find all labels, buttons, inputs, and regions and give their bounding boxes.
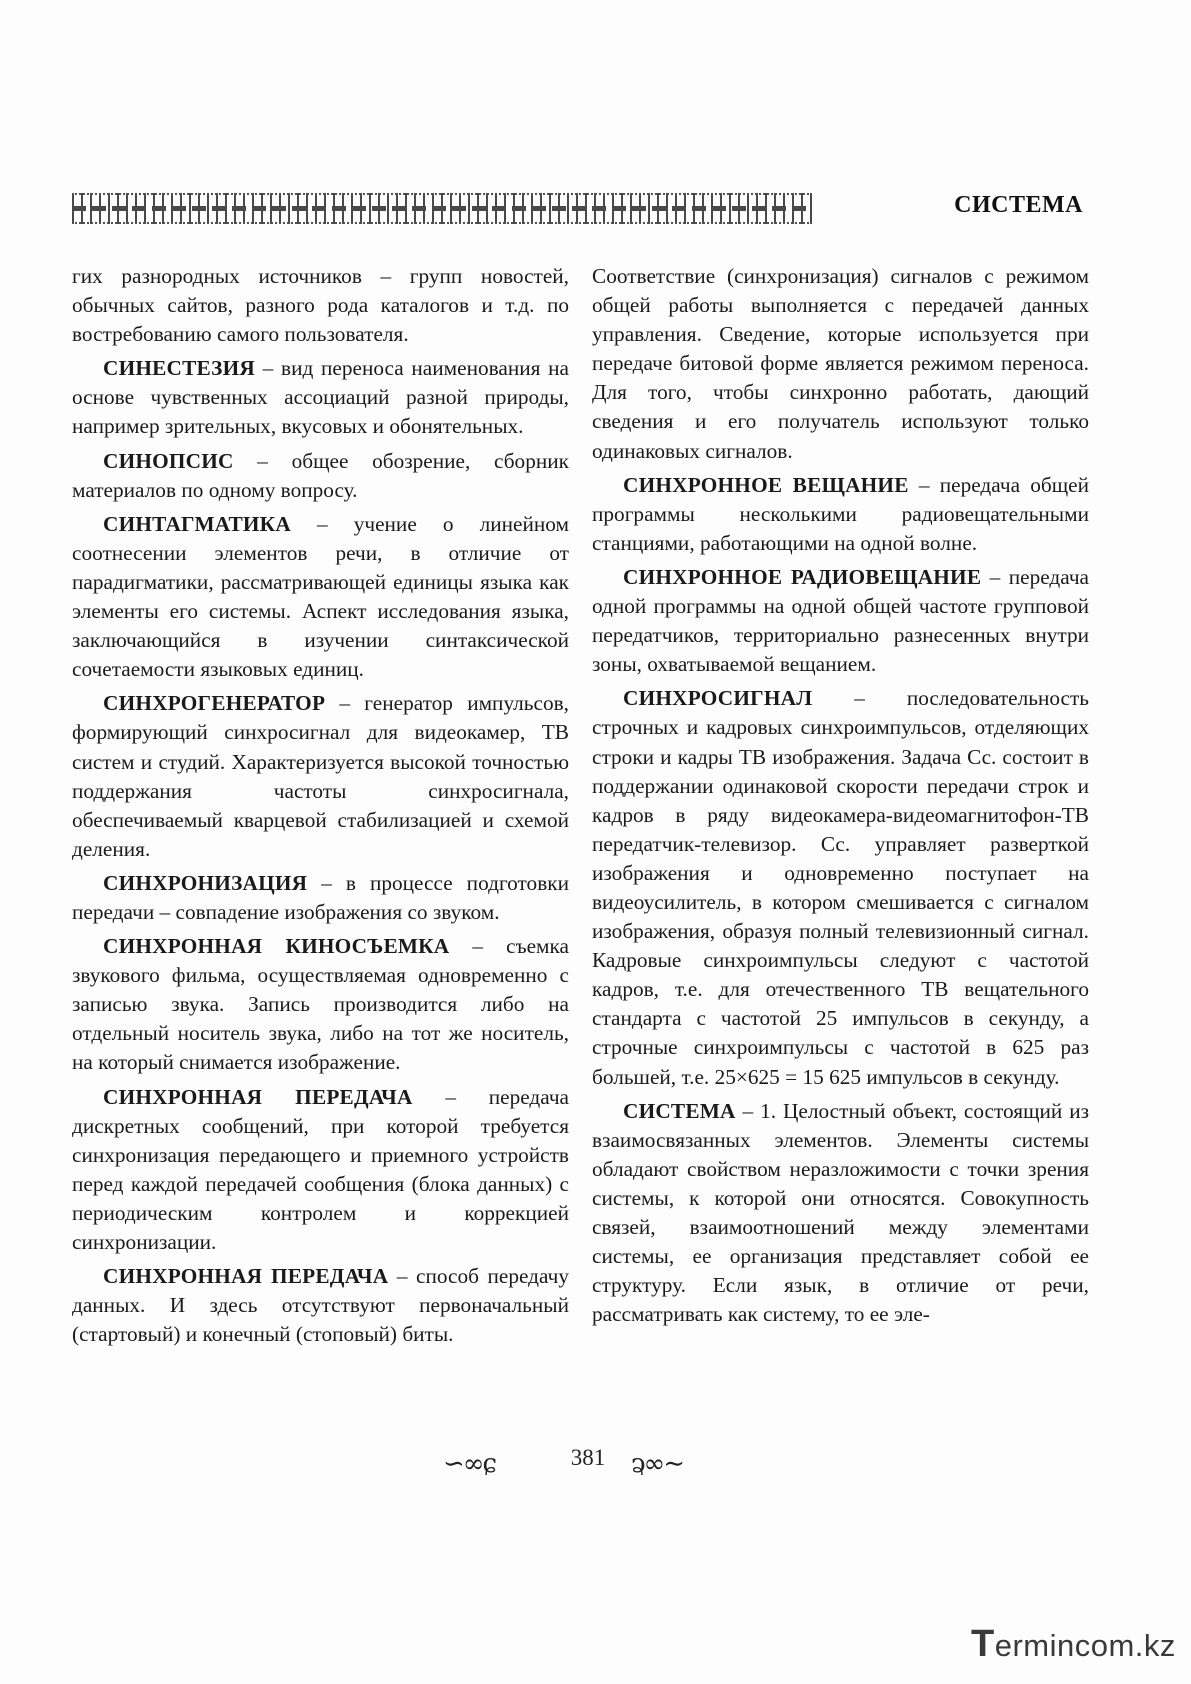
watermark-text: ermincom.kz: [994, 1628, 1176, 1663]
right-column: [592, 262, 1089, 1334]
entry-term: СИНХРОННОЕ ВЕЩАНИЕ: [623, 472, 909, 497]
right-swirl-ornament-icon: ∽∞ɕ: [633, 1449, 686, 1479]
site-watermark: [971, 1623, 1176, 1667]
entry-term: СИНХРОГЕНЕРАТОР: [103, 691, 326, 716]
dictionary-entry: [72, 1262, 569, 1349]
entry-definition: Соответствие (синхронизация) сигналов с режимом общей работы выполняется с передачей данных управления. Сведение, которые используется при передаче битовой форме является режимом переноса. Для того, чтобы синхронно работать, дающий сведения и его получатель используют только одинаковых сигналов.: [592, 264, 1089, 463]
watermark-initial: T: [971, 1623, 995, 1665]
dictionary-entry: [592, 1097, 1089, 1330]
entry-definition: – вид переноса наименования на основе чувственных ассоциаций разной природы, например зрительных, вкусовых и обонятельных.: [72, 356, 569, 439]
entry-definition: – генератор импульсов, формирующий синхросигнал для видеокамер, ТВ систем и студий. Характеризуется высокой точностью поддержания частоты синхросигнала, обеспечиваемый кварцевой стабилизацией и схемой деления.: [72, 691, 569, 861]
dictionary-entry: [592, 471, 1089, 558]
entry-definition: – последовательность строчных и кадровых синхроимпульсов, отделяющих строки и кадры ТВ изображения. Задача Сс. состоит в поддержании одинаковой скорости передачи строк и кадров в ряду видеокамера-видеомагнитофон-ТВ передатчик-телевизор. Сс. управляет разверткой изображения и одновременно поступает на видеоусилитель, в котором смешивается с сигналом изображения, образуя полный телевизионный сигнал. Кадровые синхроимпульсы следуют с частотой кадров, т.е. для отечественного ТВ вещательного стандарта с частотой 25 импульсов в секунду, а строчные синхроимпульсы с частотой в 625 раз большей, т.е. 25×625 = 15 625 импульсов в секунду.: [592, 686, 1089, 1089]
left-swirl-ornament-icon: ∽∞ɕ: [443, 1449, 496, 1479]
entry-term: СИНХРОННАЯ ПЕРЕДАЧА: [103, 1264, 389, 1289]
entry-term: СИНХРОНИЗАЦИЯ: [103, 870, 308, 895]
dictionary-entry: [72, 869, 569, 927]
entry-term: СИСТЕМА: [623, 1098, 736, 1123]
entry-definition: – в процессе подготовки передачи – совпадение изображения со звуком.: [72, 870, 569, 924]
entry-term: СИНХРОННОЕ РАДИОВЕЩАНИЕ: [623, 564, 982, 589]
dictionary-entry: [72, 354, 569, 441]
entry-definition: – 1. Целостный объект, состоящий из взаимосвязанных элементов. Элементы системы обладают свойством неразложимости с точки зрения системы, к которой они относятся. Совокупность связей, взаимоотношений между элементами системы, ее организация представляет собой ее структуру. Если язык, в отличие от речи, рассматривать как систему, то ее эле-: [592, 1098, 1089, 1327]
entry-definition: – передача одной программы на одной общей частоте групповой передатчиков, территориально разнесенных внутри зоны, охватываемой вещанием.: [592, 564, 1089, 677]
dictionary-entry: [592, 563, 1089, 679]
entry-definition: – передача общей программы несколькими радиовещательными станциями, работающими на одной волне.: [592, 472, 1089, 555]
page-number: 381: [570, 1445, 606, 1470]
left-column: [72, 262, 569, 1354]
dictionary-entry: [592, 684, 1089, 1091]
entry-term: СИНХРОННАЯ КИНОСЪЕМКА: [103, 934, 450, 959]
entry-term: СИНОПСИС: [103, 448, 234, 473]
entry-term: СИНТАГМАТИКА: [103, 511, 291, 536]
ornamental-header-border: [72, 193, 812, 224]
entry-term: СИНХРОННАЯ ПЕРЕДАЧА: [103, 1084, 413, 1109]
dictionary-entry: [72, 689, 569, 864]
dictionary-entry: [72, 447, 569, 505]
entry-definition: гих разнородных источников – групп новостей, обычных сайтов, разного рода каталогов и т.д. по востребованию самого пользователя.: [72, 264, 569, 347]
entry-definition: – съемка звукового фильма, осуществляемая одновременно с записью звука. Запись производится либо на отдельный носитель звука, либо на тот же носитель, на который снимается изображение.: [72, 934, 569, 1075]
running-head: СИСТЕМА: [954, 192, 1083, 218]
entry-definition: – учение о линейном соотнесении элементов речи, в отличие от парадигматики, рассматривающей единицы языка как элементы его системы. Аспект исследования языка, заключающийся в изучении синтаксической сочетаемости языковых единиц.: [72, 511, 569, 682]
entry-term: СИНЕСТЕЗИЯ: [103, 356, 255, 381]
entry-definition: – способ передачу данных. И здесь отсутствуют первоначальный (стартовый) и конечный (стоповый) биты.: [72, 1264, 569, 1347]
dictionary-entry: [72, 1083, 569, 1258]
dictionary-entry: [592, 262, 1089, 466]
entry-definition: – передача дискретных сообщений, при которой требуется синхронизация передающего и приемного устройств перед каждой передачей сообщения (блока данных) с периодическим контролем и коррекцией синхронизации.: [72, 1084, 569, 1254]
dictionary-entry: [72, 262, 569, 349]
page-footer: [0, 1441, 1191, 1481]
dictionary-entry: [72, 932, 569, 1077]
dictionary-entry: [72, 510, 569, 685]
entry-definition: – общее обозрение, сборник материалов по одному вопросу.: [72, 448, 569, 502]
entry-term: СИНХРОСИГНАЛ: [623, 686, 813, 711]
